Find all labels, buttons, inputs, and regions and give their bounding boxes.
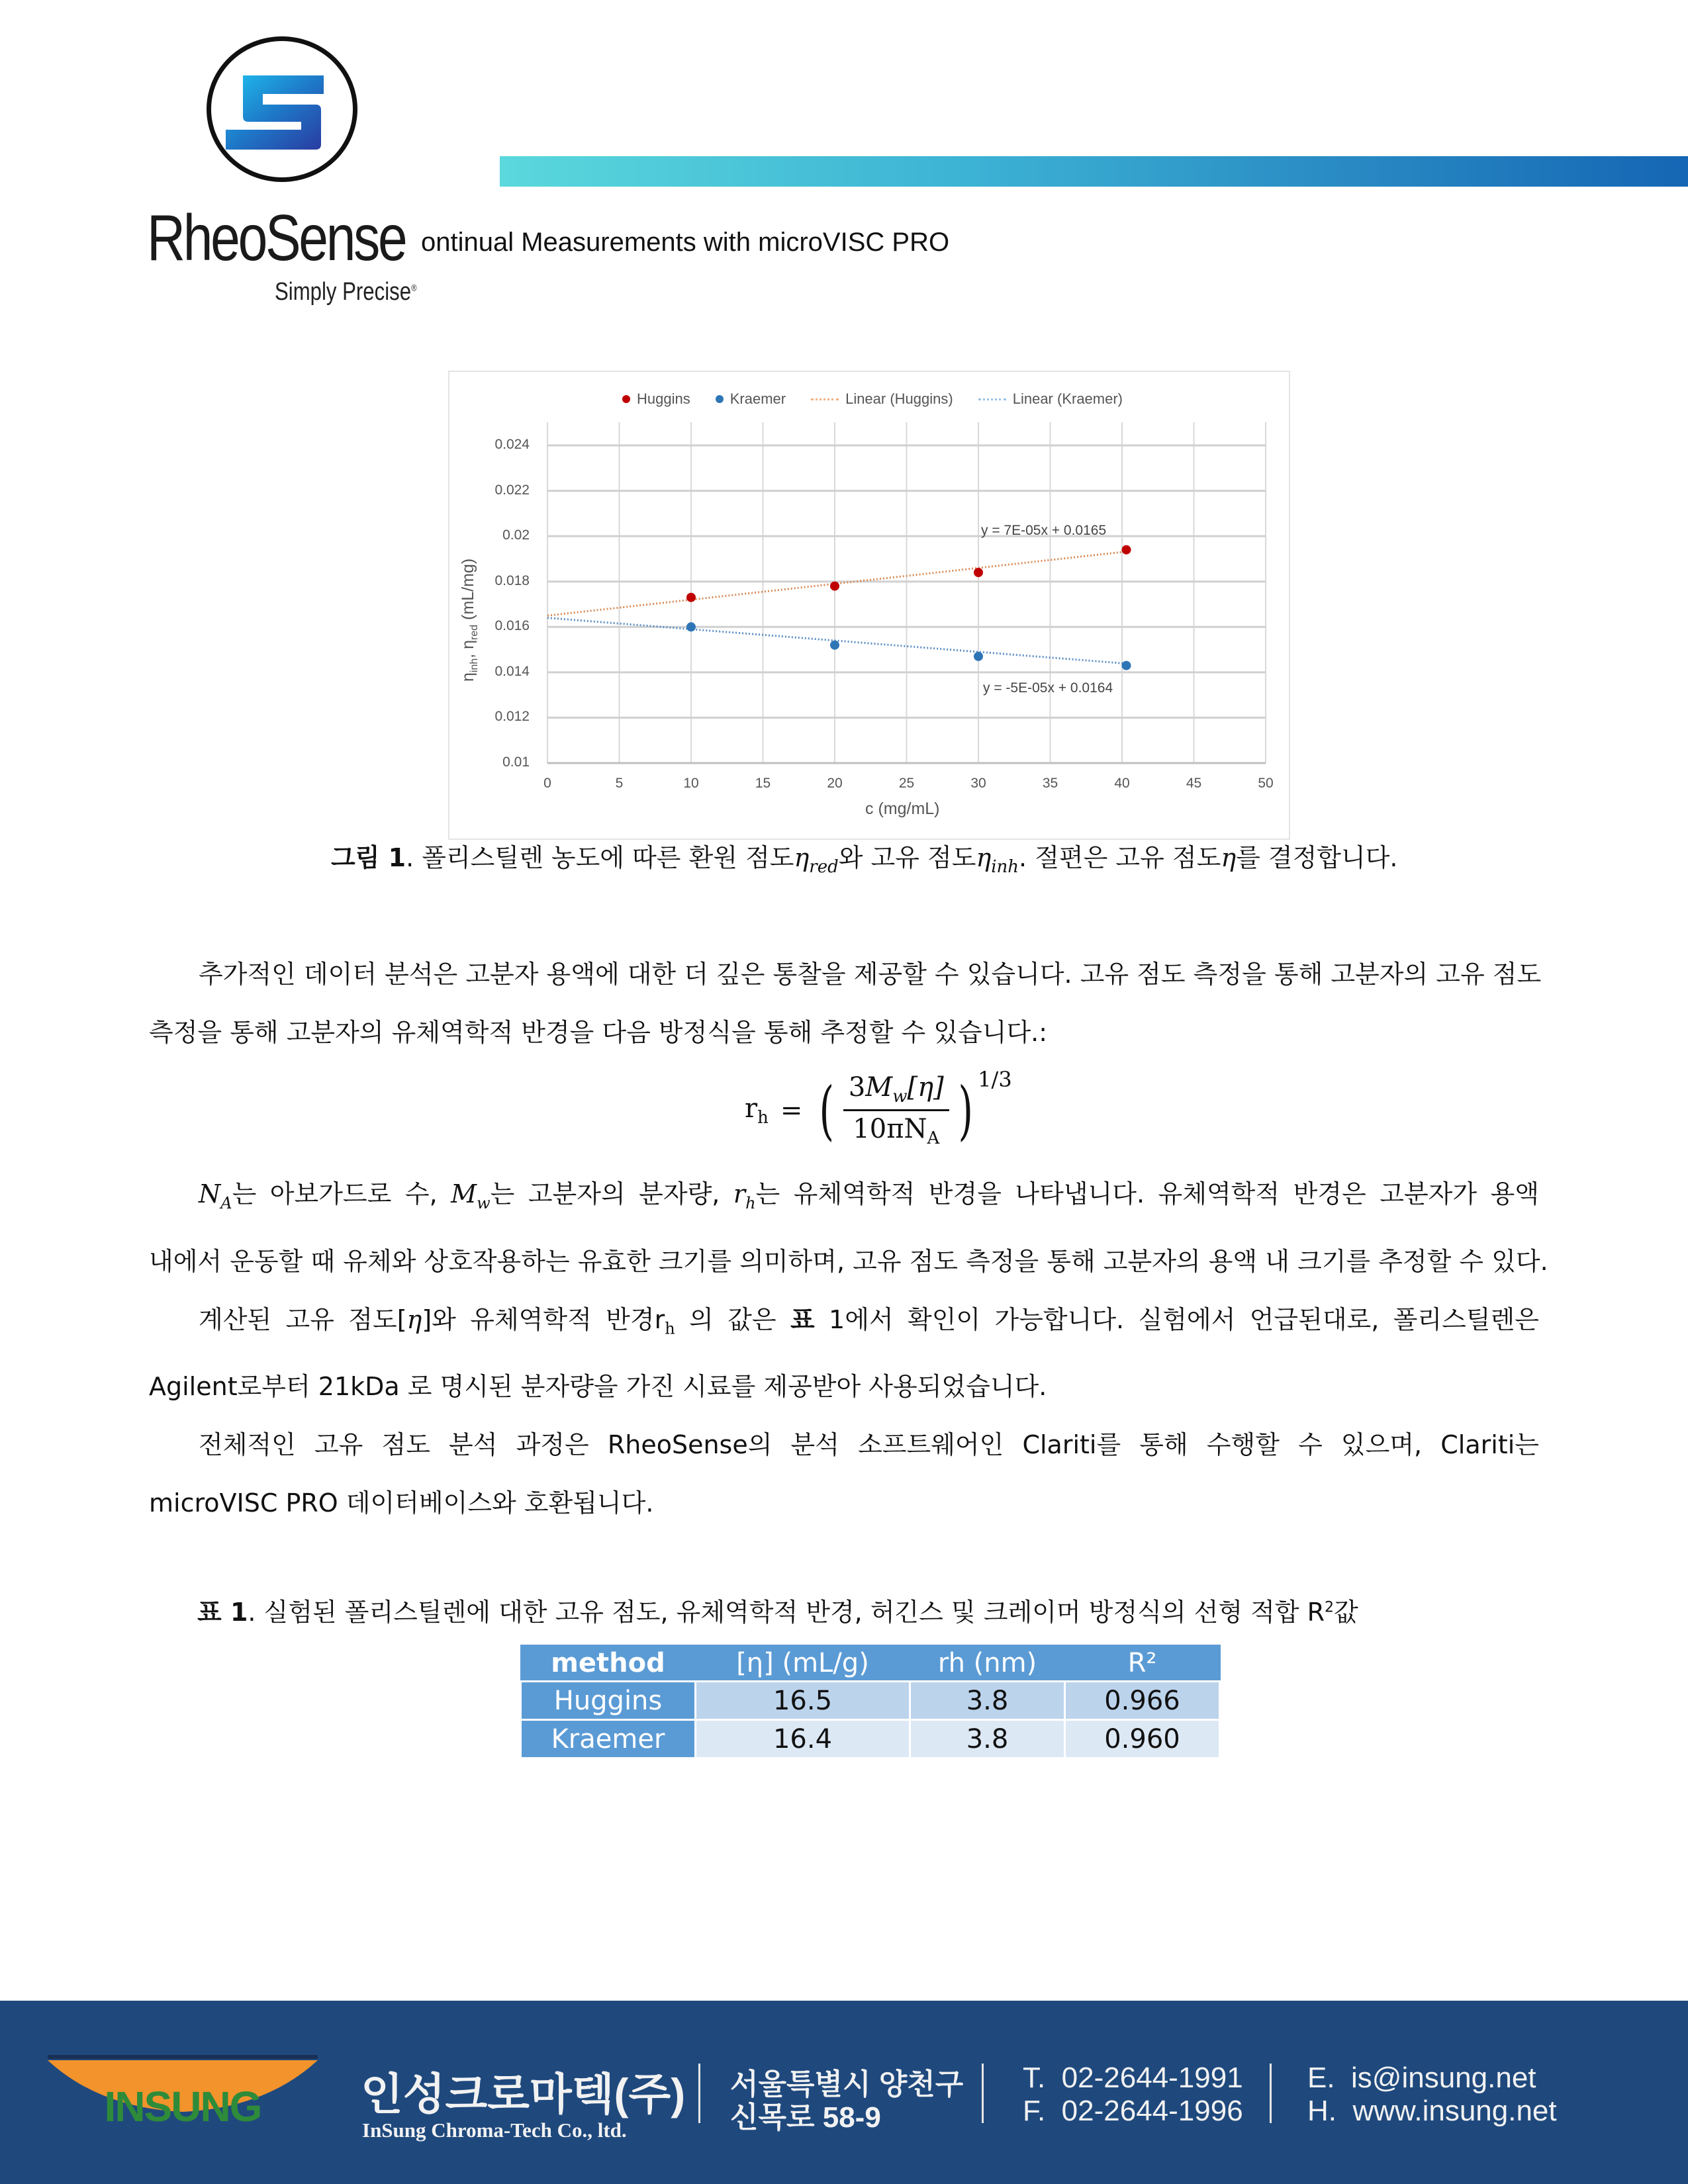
x-tick-label: 40 <box>1114 776 1130 791</box>
svg-text:INSUNG: INSUNG <box>104 2083 261 2128</box>
insung-logo-icon <box>48 2055 318 2128</box>
paragraph-4-line-1: 전체적인 고유 점도 분석 과정은 RheoSense의 분석 소프트웨어인 Clariti를 통해 수행할 수 있으며, Clariti는 <box>199 1430 1539 1460</box>
email-link[interactable]: E. is@insung.net <box>1307 2062 1536 2094</box>
x-tick-label: 45 <box>1186 776 1202 791</box>
homepage-link[interactable]: H. www.insung.net <box>1307 2095 1557 2127</box>
paragraph-2 <box>149 1165 1548 1532</box>
formula-exponent: 1/3 <box>978 1067 1012 1092</box>
x-tick-label: 25 <box>898 776 915 791</box>
legend-linear-huggins: Linear (Huggins) <box>811 390 953 408</box>
paragraph-3-line-1: 계산된 고유 점도[η]와 유체역학적 반경$r_h$ 의 값은 표 1에서 확인이 가능합니다. 실험에서 언급된대로, 폴리스틸렌은 <box>199 1304 1539 1338</box>
y-tick-label: 0.01 <box>502 754 530 770</box>
table-caption: 표 1. 실험된 폴리스틸렌에 대한 고유 점도, 유체역학적 반경, 허긴스 및 크레이머 방정식의 선형 적합 $R^2$값 <box>197 1598 1358 1627</box>
y-tick-label: 0.018 <box>494 572 530 588</box>
x-tick-label: 35 <box>1042 776 1058 791</box>
brand-name: RheoSense <box>147 201 406 274</box>
x-tick-label: 5 <box>615 776 624 791</box>
phone-number: T. 02-2644-1991 <box>1023 2062 1243 2094</box>
x-tick-label: 10 <box>683 776 699 791</box>
huggins-trend-equation: y = 7E-05x + 0.0165 <box>981 523 1107 538</box>
footer <box>0 2001 1688 2184</box>
paragraph-2-line-1: $N_A$는 아보가드로 수, $M_w$는 고분자의 분자량, $r_h$는 유체역학적 반경을 나타냅니다. 유체역학적 반경은 고분자가 용액 <box>199 1179 1539 1212</box>
company-name-english: InSung Chroma-Tech Co., ltd. <box>362 2118 627 2142</box>
fax-number: F. 02-2644-1996 <box>1023 2095 1243 2127</box>
y-tick-label: 0.024 <box>494 437 530 452</box>
kraemer-trend-equation: y = -5E-05x + 0.0164 <box>983 680 1113 696</box>
paragraph-1 <box>149 945 1542 1062</box>
y-tick-label: 0.02 <box>502 527 530 543</box>
registered-mark: ® <box>411 282 417 293</box>
header-eta: [η] (mL/g) <box>696 1645 910 1682</box>
x-tick-label: 0 <box>543 776 551 791</box>
y-tick-label: 0.012 <box>494 709 530 725</box>
document-title: ontinual Measurements with microVISC PRO <box>421 228 950 257</box>
divider <box>698 2064 700 2123</box>
paragraph-1-line-1: 추가적인 데이터 분석은 고분자 용액에 대한 더 깊은 통찰을 제공할 수 있습니다. 고유 점도 측정을 통해 고분자의 고유 점도 <box>199 960 1542 989</box>
header-rh: rh (nm) <box>910 1645 1065 1682</box>
divider <box>982 2064 984 2123</box>
table-header-row <box>521 1645 1220 1682</box>
x-tick-label: 50 <box>1258 776 1274 791</box>
paragraph-3-line-2: Agilent로부터 21kDa 로 명시된 분자량을 가진 시료를 제공받아 사용되었습니다. <box>149 1372 1047 1402</box>
x-axis-title: c (mg/mL) <box>865 799 940 818</box>
legend-kraemer: Kraemer <box>716 390 786 408</box>
y-tick-label: 0.016 <box>494 618 530 634</box>
figure-label: 그림 1 <box>331 843 406 872</box>
paragraph-4-line-2: microVISC PRO 데이터베이스와 호환됩니다. <box>149 1488 654 1518</box>
formula-fraction: $\frac{3M_w[\eta]}{10\pi N_A}$ <box>843 1072 949 1148</box>
x-tick-label: 20 <box>827 776 843 791</box>
right-paren: ) <box>958 1073 973 1148</box>
y-tick-label: 0.022 <box>494 482 530 498</box>
results-table <box>520 1645 1221 1759</box>
table-reference: 표 <box>790 1304 815 1334</box>
hydrodynamic-radius-formula: $r_h$ = ( $\frac{3M_w[\eta]}{10\pi N_A}$ ) 1/3 <box>745 1067 1012 1148</box>
legend-linear-kraemer: Linear (Kraemer) <box>978 390 1123 408</box>
divider <box>1270 2064 1272 2123</box>
header-r2: R² <box>1065 1645 1220 1682</box>
company-name-korean: 인성크로마텍(주) <box>361 2070 686 2118</box>
x-tick-label: 15 <box>755 776 771 791</box>
table-row: Kraemer 16.4 3.8 0.960 <box>521 1720 1220 1758</box>
y-axis-title: $\eta_{inh}$, $\eta_{red}$ (mL/mg) <box>459 558 480 682</box>
address-line-2: 신목로 58-9 <box>730 2101 881 2134</box>
paragraph-2-line-2: 내에서 운동할 때 유체와 상호작용하는 유효한 크기를 의미하며, 고유 점도 측정을 통해 고분자의 용액 내 크기를 추정할 수 있다. <box>149 1246 1548 1276</box>
paragraph-1-line-2: 측정을 통해 고분자의 유체역학적 반경을 다음 방정식을 통해 추정할 수 있습니다.: <box>149 1018 1048 1047</box>
chart-plot-area <box>0 0 1688 860</box>
y-tick-label: 0.014 <box>494 663 530 679</box>
table-row: Huggins 16.5 3.8 0.966 <box>521 1682 1220 1720</box>
address-line-1: 서울특별시 양천구 <box>730 2068 964 2101</box>
figure-caption: 그림 1. 폴리스틸렌 농도에 따른 환원 점도$\eta_{red}$와 고유 점도$\eta_{inh}$. 절편은 고유 점도η를 결정합니다. <box>331 843 1398 877</box>
legend-huggins: Huggins <box>622 390 690 408</box>
tagline-text: Simply Precise <box>275 278 412 306</box>
left-paren: ( <box>819 1073 835 1148</box>
header-method: method <box>521 1645 696 1682</box>
x-tick-label: 30 <box>970 776 986 791</box>
